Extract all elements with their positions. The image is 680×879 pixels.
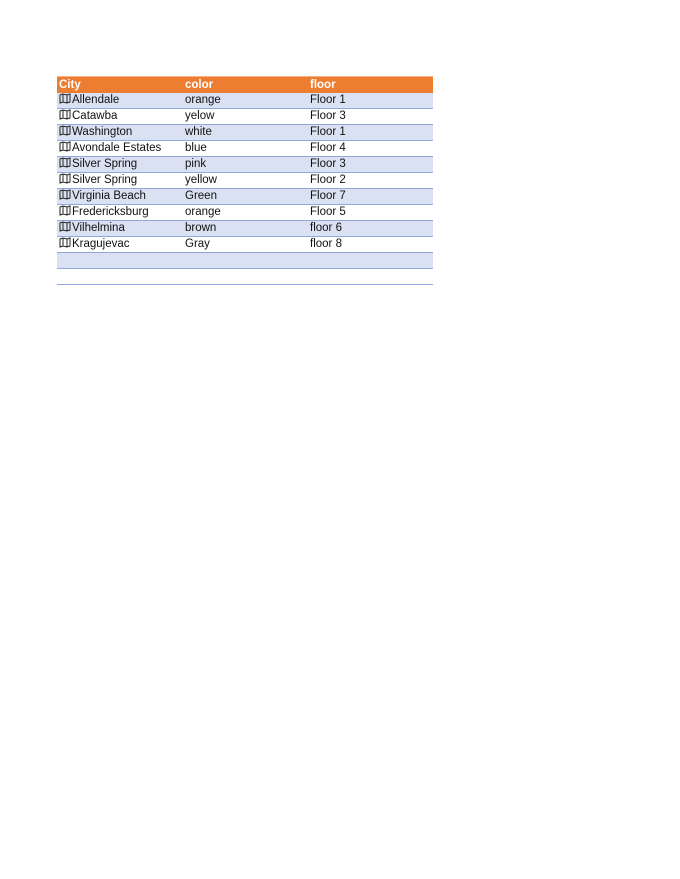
color-cell[interactable]: blue — [183, 141, 308, 157]
map-icon — [59, 221, 71, 232]
floor-cell[interactable]: Floor 2 — [308, 173, 433, 189]
city-cell[interactable] — [57, 189, 183, 205]
floor-cell[interactable]: Floor 1 — [308, 93, 433, 109]
color-cell[interactable]: yellow — [183, 173, 308, 189]
city-cell[interactable] — [57, 221, 183, 237]
table-row — [57, 189, 433, 205]
table-row — [57, 237, 433, 253]
color-cell[interactable]: orange — [183, 93, 308, 109]
header-row — [57, 77, 433, 94]
map-icon — [59, 141, 71, 152]
map-icon — [59, 173, 71, 184]
floor-cell[interactable]: floor 8 — [308, 237, 433, 253]
empty-cell[interactable] — [57, 269, 183, 285]
floor-cell[interactable]: Floor 1 — [308, 125, 433, 141]
empty-cell[interactable] — [183, 269, 308, 285]
city-cell[interactable] — [57, 205, 183, 221]
city-cell[interactable] — [57, 157, 183, 173]
empty-cell[interactable] — [57, 253, 183, 269]
empty-row — [57, 269, 433, 285]
table-row — [57, 157, 433, 173]
table-row — [57, 173, 433, 189]
city-name: Silver Spring — [72, 158, 138, 170]
floor-cell[interactable]: Floor 4 — [308, 141, 433, 157]
map-icon — [59, 109, 71, 120]
empty-row — [57, 253, 433, 269]
map-icon — [59, 189, 71, 200]
city-name: Kragujevac — [72, 238, 130, 250]
color-cell[interactable]: orange — [183, 205, 308, 221]
color-cell[interactable]: Green — [183, 189, 308, 205]
city-name: Fredericksburg — [72, 206, 149, 218]
city-name: Vilhelmina — [72, 222, 125, 234]
map-icon — [59, 93, 71, 104]
city-name: Allendale — [72, 94, 120, 106]
header-floor[interactable]: floor — [308, 77, 433, 94]
map-icon — [59, 205, 71, 216]
city-name: Silver Spring — [72, 174, 138, 186]
table-row — [57, 221, 433, 237]
empty-cell[interactable] — [308, 253, 433, 269]
city-cell[interactable] — [57, 109, 183, 125]
table-row — [57, 141, 433, 157]
floor-cell[interactable]: Floor 5 — [308, 205, 433, 221]
city-cell[interactable] — [57, 141, 183, 157]
color-cell[interactable]: pink — [183, 157, 308, 173]
city-cell[interactable] — [57, 125, 183, 141]
map-icon — [59, 237, 71, 248]
city-name: Avondale Estates — [72, 142, 162, 154]
city-cell[interactable] — [57, 173, 183, 189]
city-name: Washington — [72, 126, 133, 138]
color-cell[interactable]: Gray — [183, 237, 308, 253]
table-row — [57, 109, 433, 125]
header-city[interactable]: City — [57, 77, 183, 94]
city-cell[interactable] — [57, 93, 183, 109]
table-row — [57, 125, 433, 141]
header-color[interactable]: color — [183, 77, 308, 94]
city-table — [57, 76, 433, 285]
color-cell[interactable]: white — [183, 125, 308, 141]
city-cell[interactable] — [57, 237, 183, 253]
color-cell[interactable]: yelow — [183, 109, 308, 125]
floor-cell[interactable]: floor 6 — [308, 221, 433, 237]
floor-cell[interactable]: Floor 7 — [308, 189, 433, 205]
map-icon — [59, 157, 71, 168]
table-row — [57, 93, 433, 109]
empty-cell[interactable] — [183, 253, 308, 269]
empty-cell[interactable] — [308, 269, 433, 285]
floor-cell[interactable]: Floor 3 — [308, 157, 433, 173]
color-cell[interactable]: brown — [183, 221, 308, 237]
table-row — [57, 205, 433, 221]
city-name: Catawba — [72, 110, 118, 122]
map-icon — [59, 125, 71, 136]
city-name: Virginia Beach — [72, 190, 146, 202]
floor-cell[interactable]: Floor 3 — [308, 109, 433, 125]
